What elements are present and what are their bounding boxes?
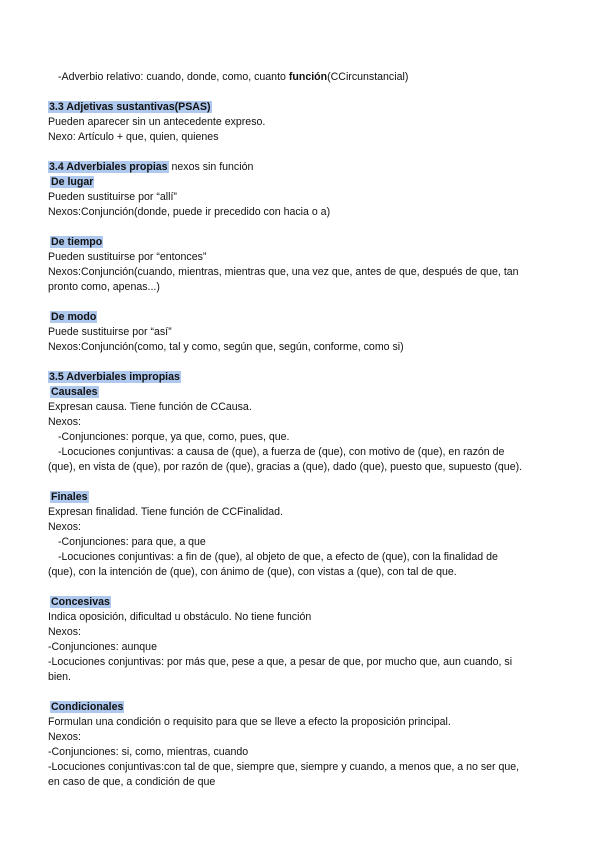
lugar-text: Pueden sustituirse por “allí”	[48, 191, 177, 203]
condicionales-locuciones-2: en caso de que, a condición de que	[48, 776, 216, 788]
tiempo-title-line	[48, 235, 600, 250]
modo-title: De modo	[51, 311, 97, 323]
section-3-3-heading-line	[48, 100, 600, 115]
causales-nexos-label: Nexos:	[48, 416, 81, 428]
intro-bold: función	[288, 71, 328, 83]
concesivas-nexos-label: Nexos:	[48, 626, 81, 638]
finales-nexos-label: Nexos:	[48, 521, 81, 533]
modo-title-line	[48, 310, 600, 325]
finales-locuciones-1: -Locuciones conjuntivas: a fin de (que), al objeto de que, a efecto de (que), con la finalidad de	[58, 551, 498, 563]
intro-prefix: -Adverbio relativo: cuando, donde, como, cuanto	[58, 71, 289, 83]
lugar-nexos: Nexos:Conjunción(donde, puede ir precedido con hacia o a)	[48, 206, 331, 218]
finales-title: Finales	[51, 491, 88, 503]
condicionales-title: Condicionales	[51, 701, 124, 713]
section-3-4-heading: 3.4 Adverbiales propias	[49, 161, 168, 173]
section-3-5-heading: 3.5 Adverbiales impropias	[49, 371, 180, 383]
section-3-4-heading-line	[48, 160, 600, 175]
concesivas-title: Concesivas	[51, 596, 110, 608]
causales-title: Causales	[51, 386, 98, 398]
condicionales-text: Formulan una condición o requisito para que se lleve a efecto la proposición principal.	[48, 716, 451, 728]
concesivas-conjunciones: -Conjunciones: aunque	[48, 641, 157, 653]
section-3-3-text: Pueden aparecer sin un antecedente expreso.	[48, 116, 266, 128]
tiempo-text: Pueden sustituirse por “entonces”	[48, 251, 207, 263]
section-3-3-heading: 3.3 Adjetivas sustantivas(PSAS)	[49, 101, 211, 113]
intro-line	[48, 70, 600, 85]
causales-locuciones-2: (que), en vista de (que), por razón de (que), gracias a (que), dado (que), puesto que, supuesto (que).	[48, 461, 523, 473]
condicionales-locuciones-1: -Locuciones conjuntivas:con tal de que, siempre que, siempre y cuando, a menos que, a no ser que,	[48, 761, 520, 773]
modo-nexos: Nexos:Conjunción(como, tal y como, según que, según, conforme, como si)	[48, 341, 404, 353]
finales-text: Expresan finalidad. Tiene función de CCFinalidad.	[48, 506, 283, 518]
condicionales-nexos-label: Nexos:	[48, 731, 81, 743]
lugar-title: De lugar	[51, 176, 94, 188]
concesivas-text: Indica oposición, dificultad u obstáculo. No tiene función	[48, 611, 312, 623]
concesivas-locuciones-2: bien.	[48, 671, 71, 683]
condicionales-title-line	[48, 700, 600, 715]
causales-locuciones-1: -Locuciones conjuntivas: a causa de (que), a fuerza de (que), con motivo de (que), en razón de	[58, 446, 505, 458]
section-3-4-heading-suffix: nexos sin función	[168, 161, 254, 173]
causales-title-line	[48, 385, 600, 400]
causales-conjunciones: -Conjunciones: porque, ya que, como, pues, que.	[58, 431, 290, 443]
finales-locuciones-2: (que), con la intención de (que), con ánimo de (que), con vistas a (que), con tal de que.	[48, 566, 457, 578]
concesivas-locuciones-1: -Locuciones conjuntivas: por más que, pese a que, a pesar de que, por mucho que, aun cuando, si	[48, 656, 513, 668]
section-3-5-heading-line	[48, 370, 600, 385]
finales-conjunciones: -Conjunciones: para que, a que	[58, 536, 206, 548]
section-3-3-nexo: Nexo: Artículo + que, quien, quienes	[48, 131, 219, 143]
intro-suffix: (CCircunstancial)	[327, 71, 409, 83]
causales-text: Expresan causa. Tiene función de CCausa.	[48, 401, 252, 413]
condicionales-conjunciones: -Conjunciones: si, como, mientras, cuando	[48, 746, 249, 758]
concesivas-title-line	[48, 595, 600, 610]
finales-title-line	[48, 490, 600, 505]
modo-text: Puede sustituirse por “así”	[48, 326, 172, 338]
tiempo-nexos-1: Nexos:Conjunción(cuando, mientras, mientras que, una vez que, antes de que, después de que, tan	[48, 266, 519, 278]
tiempo-nexos-2: pronto como, apenas...)	[48, 281, 160, 293]
lugar-title-line	[48, 175, 600, 190]
tiempo-title: De tiempo	[51, 236, 103, 248]
